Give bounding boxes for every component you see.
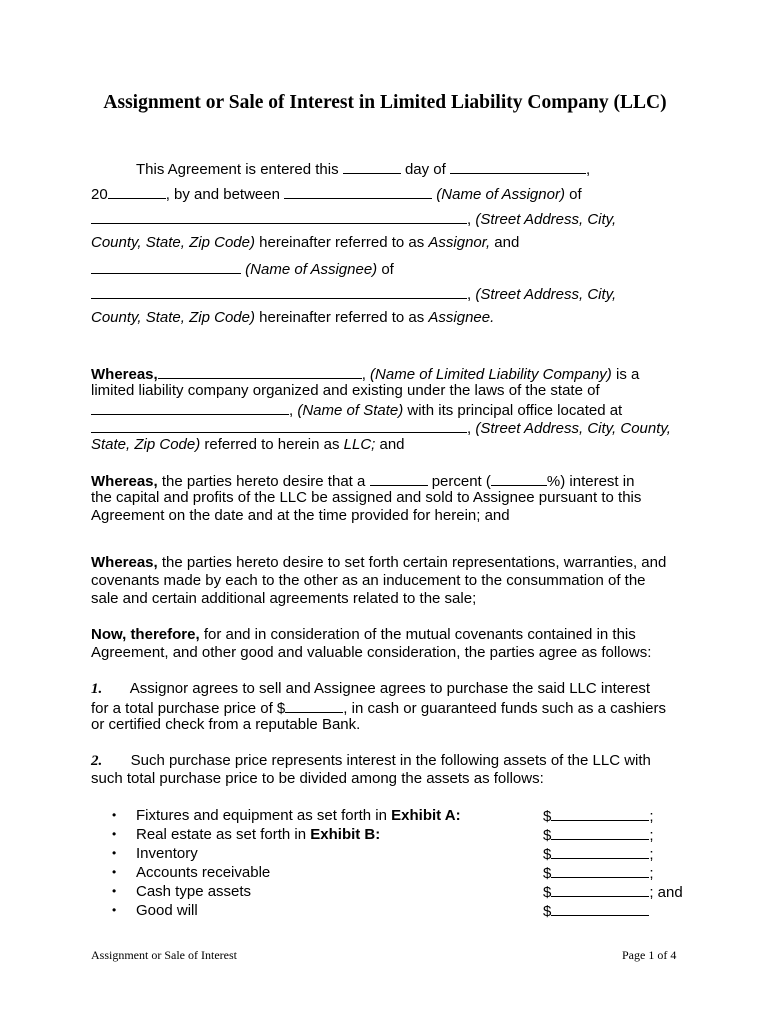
dollar-sign: $ — [543, 903, 552, 920]
intro-text: hereinafter referred to as — [259, 309, 425, 326]
whereas-text: %) interest in — [546, 473, 635, 490]
whereas2-line-2: the capital and profits of the LLC be assigned and sold to Assignee pursuant to this — [91, 489, 642, 506]
intro-line-4 — [91, 234, 519, 251]
whereas-text: the parties hereto desire to set forth certain representations, warranties, and — [161, 554, 667, 571]
whereas3-line-1 — [91, 554, 666, 571]
percent-words-blank[interactable] — [370, 471, 428, 486]
asset-exhibit: Exhibit B: — [310, 826, 381, 843]
intro-text: This Agreement is entered this — [136, 161, 339, 178]
intro-text: , — [467, 286, 472, 303]
intro-text: hereinafter referred to as — [259, 234, 425, 251]
whereas-text: and — [379, 436, 405, 453]
bullet-icon: • — [112, 865, 117, 879]
assignor-name-blank[interactable] — [284, 184, 432, 199]
intro-text: , by and between — [165, 186, 280, 203]
intro-line-3 — [91, 209, 616, 228]
footer-document-title: Assignment or Sale of Interest — [91, 948, 237, 962]
intro-text: , — [586, 161, 591, 178]
whereas-italic: (Street Address, City, County, — [475, 420, 671, 437]
dollar-sign: $ — [543, 865, 552, 882]
now-therefore-heading: Now, therefore, — [91, 626, 200, 643]
intro-line-7 — [91, 309, 494, 326]
intro-italic: (Street Address, City, — [475, 286, 617, 303]
day-blank[interactable] — [343, 159, 401, 174]
whereas1-line-2: limited liability company organized and existing under the laws of the state of — [91, 382, 600, 399]
intro-italic: County, State, Zip Code) — [91, 234, 255, 251]
asset-label: Cash type assets — [136, 883, 252, 900]
now-therefore-line-2: Agreement, and other good and valuable consideration, the parties agree as follows: — [91, 644, 652, 661]
dollar-sign: $ — [543, 827, 552, 844]
whereas-heading: Whereas, — [91, 366, 158, 383]
intro-italic: Assignor, — [428, 234, 491, 251]
asset-label: Accounts receivable — [136, 864, 271, 881]
state-name-blank[interactable] — [91, 400, 289, 415]
asset-amount-blank[interactable] — [551, 901, 649, 916]
clause-text: Assignor agrees to sell and Assignee agrees to purchase the said LLC interest — [129, 680, 651, 697]
clause1-line-3: or certified check from a reputable Bank. — [91, 716, 361, 733]
whereas-text: percent ( — [431, 473, 491, 490]
footer-page-number: Page 1 of 4 — [622, 948, 677, 962]
asset-label: Good will — [136, 902, 198, 919]
intro-italic: (Name of Assignee) — [245, 261, 378, 278]
asset-suffix: ; — [649, 846, 654, 863]
whereas-text: , — [467, 420, 472, 437]
asset-amount-blank[interactable] — [551, 844, 649, 859]
whereas3-line-3: sale and certain additional agreements related to the sale; — [91, 590, 477, 607]
clause-text: for a total purchase price of $ — [91, 700, 286, 717]
llc-name-blank[interactable] — [158, 364, 362, 379]
intro-text: 20 — [91, 186, 108, 203]
clause1-line-1 — [91, 680, 650, 698]
bullet-icon: • — [112, 903, 117, 917]
year-blank[interactable] — [108, 184, 166, 199]
whereas2-line-3: Agreement on the date and at the time provided for herein; and — [91, 507, 510, 524]
document-title: Assignment or Sale of Interest in Limited Liability Company (LLC) — [103, 92, 667, 113]
asset-label: Inventory — [136, 845, 198, 862]
asset-suffix: ; and — [649, 884, 683, 901]
intro-text: , — [467, 211, 472, 228]
month-blank[interactable] — [450, 159, 586, 174]
clause-text: , in cash or guaranteed funds such as a cashiers — [343, 700, 666, 717]
clause-number: 1. — [91, 681, 103, 697]
intro-italic: (Street Address, City, — [475, 211, 617, 228]
assignee-address-blank[interactable] — [91, 284, 467, 299]
whereas-italic: (Name of Limited Liability Company) — [370, 366, 612, 383]
intro-text: and — [494, 234, 520, 251]
whereas-italic: State, Zip Code) — [91, 436, 201, 453]
intro-text: day of — [404, 161, 446, 178]
whereas1-line-3 — [91, 400, 622, 419]
dollar-sign: $ — [543, 808, 552, 825]
intro-text: of — [381, 261, 394, 278]
whereas-text: , — [361, 366, 366, 383]
whereas-text: , — [289, 402, 294, 419]
purchase-price-blank[interactable] — [285, 698, 343, 713]
now-therefore-text: for and in consideration of the mutual covenants contained in this — [203, 626, 636, 643]
whereas3-line-2: covenants made by each to the other as an inducement to the consummation of the — [91, 572, 646, 589]
intro-text: of — [569, 186, 582, 203]
whereas-text: the parties hereto desire that a — [161, 473, 366, 490]
asset-label: Fixtures and equipment as set forth in — [136, 807, 392, 824]
assignee-name-blank[interactable] — [91, 259, 241, 274]
assignor-address-blank[interactable] — [91, 209, 467, 224]
dollar-sign: $ — [543, 884, 552, 901]
asset-amount-blank[interactable] — [551, 806, 649, 821]
whereas-heading: Whereas, — [91, 554, 158, 571]
whereas2-line-1 — [91, 471, 634, 490]
intro-line-2 — [91, 184, 582, 203]
intro-italic: Assignee. — [428, 309, 495, 326]
whereas-heading: Whereas, — [91, 473, 158, 490]
office-address-blank[interactable] — [91, 418, 467, 433]
whereas-italic: LLC; — [343, 436, 376, 453]
clause2-line-1 — [91, 752, 651, 770]
asset-label: Real estate as set forth in — [136, 826, 311, 843]
asset-suffix: ; — [649, 865, 654, 882]
intro-italic: County, State, Zip Code) — [91, 309, 255, 326]
intro-line-5 — [91, 259, 394, 278]
clause-number: 2. — [91, 753, 103, 769]
whereas-italic: (Name of State) — [297, 402, 404, 419]
whereas-text: referred to herein as — [204, 436, 340, 453]
dollar-sign: $ — [543, 846, 552, 863]
asset-amount-blank[interactable] — [551, 882, 649, 897]
percent-number-blank[interactable] — [491, 471, 547, 486]
bullet-icon: • — [112, 808, 117, 822]
whereas1-line-4 — [91, 418, 671, 437]
whereas-text: with its principal office located at — [407, 402, 623, 419]
clause1-line-2 — [91, 698, 666, 717]
asset-suffix: ; — [649, 808, 654, 825]
asset-suffix: ; — [649, 827, 654, 844]
asset-amount-blank[interactable] — [551, 825, 649, 840]
clause-text: Such purchase price represents interest in the following assets of the LLC with — [130, 752, 651, 769]
asset-amount-blank[interactable] — [551, 863, 649, 878]
clause2-line-2: such total purchase price to be divided among the assets as follows: — [91, 770, 544, 787]
bullet-icon: • — [112, 827, 117, 841]
bullet-icon: • — [112, 884, 117, 898]
now-therefore-line-1 — [91, 626, 636, 643]
intro-italic: (Name of Assignor) — [436, 186, 565, 203]
whereas-text: is a — [615, 366, 640, 383]
intro-line-6 — [91, 284, 616, 303]
intro-line-1 — [136, 159, 590, 178]
bullet-icon: • — [112, 846, 117, 860]
asset-exhibit: Exhibit A: — [391, 807, 461, 824]
whereas1-line-1 — [91, 364, 639, 383]
whereas1-line-5 — [91, 436, 405, 453]
